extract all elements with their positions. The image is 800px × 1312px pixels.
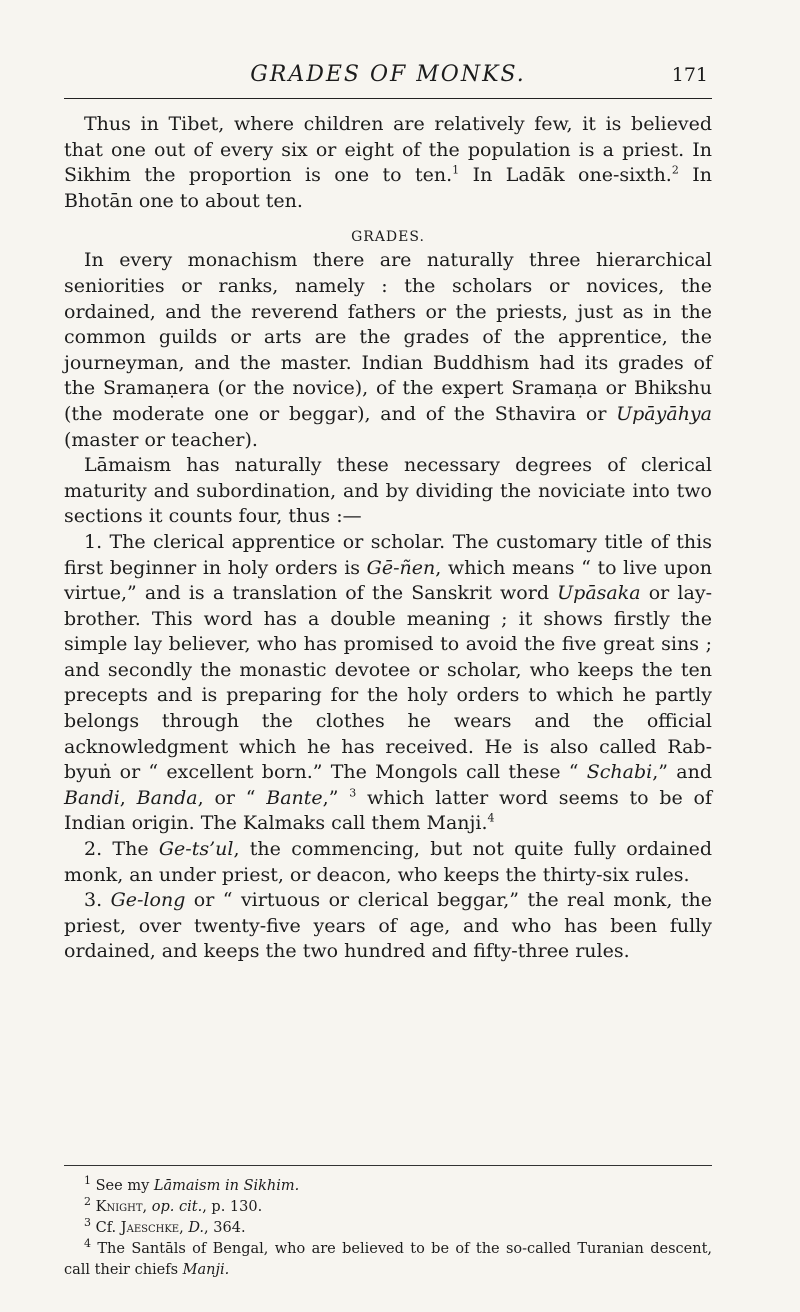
text-run: ,” (322, 786, 350, 809)
footnote-number: 1 (84, 1174, 91, 1188)
text-run: The Santāls of Bengal, who are believed to be of the so-called Turanian descent, call their chiefs (64, 1241, 713, 1278)
text-run: , 364. (204, 1220, 246, 1236)
italic-term: D. (188, 1220, 205, 1236)
italic-term: Schabi (586, 761, 653, 784)
italic-term: Bandi (64, 786, 120, 809)
paragraph-grade-2 (64, 837, 712, 888)
footnote-2 (64, 1197, 712, 1218)
footnote-ref-3: 3 (349, 786, 357, 800)
italic-term: Manji. (182, 1262, 230, 1278)
text-run: In Ladāk one-sixth. (459, 164, 672, 187)
footnote-rule (64, 1165, 712, 1166)
text-run: , the commencing, but not quite fully ordained monk, an under priest, or deacon, who keeps the thirty-six rules. (64, 838, 712, 886)
italic-term: Bante (266, 786, 323, 809)
footnote-1 (64, 1176, 712, 1197)
footnote-ref-2: 2 (671, 163, 679, 177)
section-heading: GRADES. (351, 229, 425, 246)
italic-term: Lāmaism in Sikhim. (153, 1178, 300, 1194)
text-run: , which means “ to live upon virtue,” and is a translation of the Sanskrit word (64, 556, 712, 605)
text-run: which latter word seems to be of Indian origin. The Kalmaks call them Manji. (64, 786, 712, 835)
text-run: , p. 130. (202, 1199, 263, 1215)
running-title: GRADES OF MONKS. (250, 62, 526, 87)
text-run: In every monachism there are naturally three hierarchical seniorities or ranks, namely : the scholars or novices, the ordained, and the reverend fathers or the priests, just as in the common guilds or arts are the grades of the apprentice, the journeyman, and the master. Indian Buddhism had its grades of the Sramaṇera (or the novice), of the expert Sramaṇa or Bhikshu (the moderate one or beggar), and of the Sthavira or (64, 249, 712, 425)
text-run: Thus in Tibet, where children are relatively few, it is believed that one out of every six or eight of the population is a priest. In Sikhim the proportion is one to ten. (64, 113, 712, 187)
italic-term: Banda (136, 786, 198, 809)
paragraph-grade-1 (64, 530, 712, 837)
footnote-ref-1: 1 (452, 163, 460, 177)
paragraph-lamaism: Lāmaism has naturally these necessary degrees of clerical maturity and subordination, and by dividing the noviciate into two sections it counts four, thus :— (64, 454, 712, 528)
footnotes (64, 1176, 712, 1281)
text-run: , or “ (197, 786, 267, 809)
author-name: Knight, (95, 1199, 148, 1215)
italic-term: Ge-long (110, 889, 186, 912)
text-run: 2. The (84, 838, 159, 861)
text-run: In Bhotān one to about ten. (64, 164, 712, 212)
text-run: (master or teacher). (64, 428, 258, 451)
italic-term: Ge-ts’ul (158, 838, 234, 861)
paragraph-monachism (64, 248, 712, 453)
body-text (64, 112, 712, 965)
text-run: , (119, 786, 137, 809)
text-run: Cf. (95, 1220, 121, 1236)
italic-term: Gē-ñen (366, 556, 436, 579)
paragraph-population (64, 112, 712, 214)
page-number: 171 (671, 64, 708, 86)
text-run: ,” and (652, 761, 712, 784)
footnote-ref-4: 4 (487, 812, 495, 826)
footnote-4 (64, 1239, 712, 1281)
footnote-number: 3 (84, 1216, 91, 1230)
italic-term: Upāyāhya (616, 402, 712, 425)
author-name: Jaeschke, (120, 1220, 184, 1236)
text-run: See my (95, 1178, 154, 1194)
footnote-number: 2 (84, 1195, 91, 1209)
footnote-3 (64, 1218, 712, 1239)
text-run: or “ virtuous or clerical beggar,” the real monk, the priest, over twenty-five years of age, and who has been fully ordained, and keeps the two hundred and fifty-three rules. (64, 889, 713, 963)
paragraph-grade-3 (64, 888, 712, 965)
text-run: or lay-brother. This word has a double meaning ; it shows firstly the simple lay believer, who has promised to avoid the five great sins ; and secondly the monastic devotee or scholar, who keeps the ten precepts and is preparing for the holy orders to which he partly belongs through the clothes he wears and the official acknowledgment which he has received. He is also called Rab-byuṅ or “ excellent born.” The Mongols call these “ (64, 582, 712, 784)
text-run: 3. (84, 889, 111, 912)
italic-term: Upāsaka (557, 582, 641, 605)
footnote-number: 4 (84, 1237, 91, 1251)
text-run: 1. The clerical apprentice or scholar. The customary title of this first beginner in holy orders is (64, 530, 712, 579)
page-header (64, 62, 712, 99)
italic-term: op. cit. (151, 1199, 203, 1215)
